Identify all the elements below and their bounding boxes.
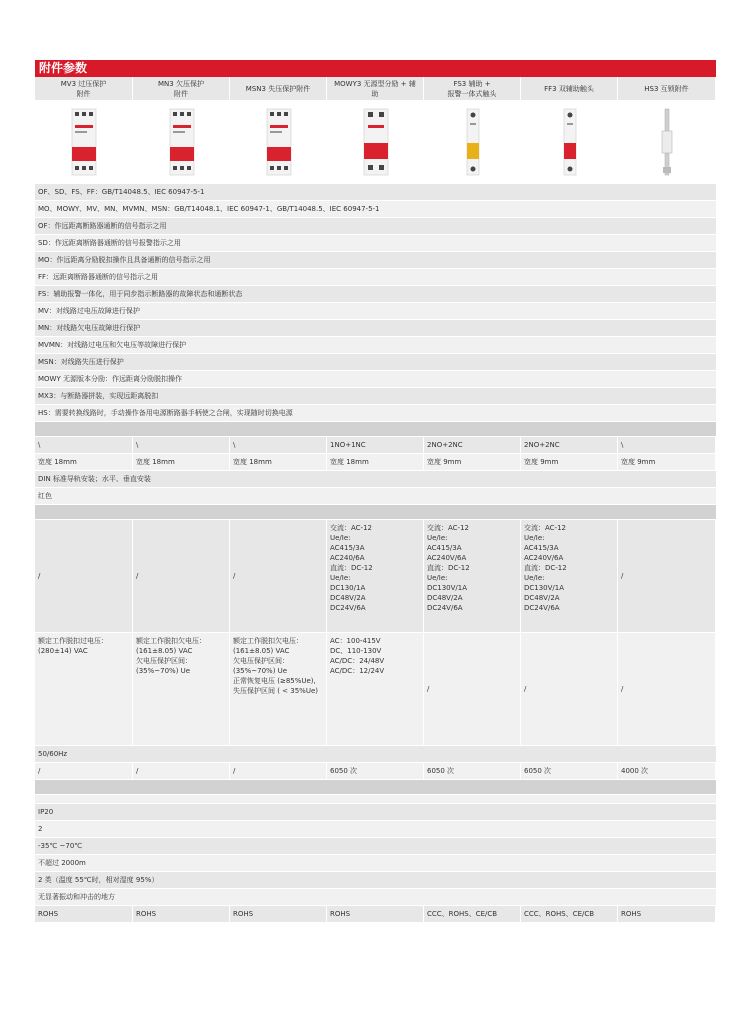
section-separator (35, 505, 716, 520)
cert-row (35, 906, 716, 923)
description-row: MVMN：对线路过电压和欠电压等故障进行保护 (35, 337, 716, 354)
description-row: FS：辅助报警一体化，用于同步指示断路器的故障状态和通断状态 (35, 286, 716, 303)
spacer-row (35, 795, 716, 804)
table-cell: CCC、ROHS、CE/CB (521, 906, 618, 923)
description-row: OF：作远距离断路器通断的信号指示之用 (35, 218, 716, 235)
accessory-params-table (35, 60, 716, 923)
header-row (35, 77, 716, 100)
description-row: MOWY 无源版本分励：作远距离分励脱扣操作 (35, 371, 716, 388)
product-image-hs3 (618, 100, 716, 184)
table-cell: 宽度 9mm (618, 454, 716, 471)
table-cell: 额定工作脱扣过电压： (280±14) VAC (35, 633, 133, 746)
product-image-mn3 (133, 100, 230, 184)
env-row: -35℃ ~70℃ (35, 838, 716, 855)
width-row (35, 454, 716, 471)
table-cell: / (230, 763, 327, 780)
table-cell: 宽度 9mm (424, 454, 521, 471)
col-header-mn3: MN3 欠压保护 附件 (133, 77, 230, 100)
table-cell: / (230, 520, 327, 633)
table-cell: \ (35, 437, 133, 454)
product-image-msn3 (230, 100, 327, 184)
table-cell: 宽度 18mm (230, 454, 327, 471)
standard-row: OF、SD、FS、FF：GB/T14048.5、IEC 60947-5-1 (35, 184, 716, 201)
table-cell: 4000 次 (618, 763, 716, 780)
product-image-mowy3 (327, 100, 424, 184)
description-row: MSN：对线路失压进行保护 (35, 354, 716, 371)
table-cell: \ (230, 437, 327, 454)
table-cell: / (35, 763, 133, 780)
voltage-row (35, 633, 716, 746)
life-row (35, 763, 716, 780)
table-cell: 宽度 18mm (327, 454, 424, 471)
table-cell: 2NO+2NC (424, 437, 521, 454)
table-cell: ROHS (230, 906, 327, 923)
description-row: MV：对线路过电压故障进行保护 (35, 303, 716, 320)
table-cell: 交流：AC-12 Ue/Ie: AC415/3A AC240V/6A 直流：DC-12 Ue/Ie: DC130V/1A DC48V/2A DC24V/6A (521, 520, 618, 633)
color-row: 红色 (35, 488, 716, 505)
standard-row: MO、MOWY、MV、MN、MVMN、MSN：GB/T14048.1、IEC 60947-1、GB/T14048.5、IEC 60947-5-1 (35, 201, 716, 218)
table-cell: 宽度 18mm (35, 454, 133, 471)
description-row: SD：作远距离断路器通断的信号报警指示之用 (35, 235, 716, 252)
table-cell: / (133, 520, 230, 633)
frequency-row: 50/60Hz (35, 746, 716, 763)
col-header-ff3: FF3 双辅助触头 (521, 77, 618, 100)
section-separator (35, 422, 716, 437)
table-cell: 2NO+2NC (521, 437, 618, 454)
table-cell: ROHS (618, 906, 716, 923)
contacts-row (35, 437, 716, 454)
description-row: MX3：与断路器拼装，实现远距离脱扣 (35, 388, 716, 405)
table-cell: 宽度 18mm (133, 454, 230, 471)
table-cell: / (618, 520, 716, 633)
col-header-fs3: FS3 辅助 + 报警一体式触头 (424, 77, 521, 100)
table-cell: CCC、ROHS、CE/CB (424, 906, 521, 923)
table-cell: ROHS (133, 906, 230, 923)
description-row: MN：对线路欠电压故障进行保护 (35, 320, 716, 337)
product-image-ff3 (521, 100, 618, 184)
table-cell: 6050 次 (327, 763, 424, 780)
table-cell: 交流：AC-12 Ue/Ie: AC415/3A AC240V/6A 直流：DC-12 Ue/Ie: DC130V/1A DC48V/2A DC24V/6A (424, 520, 521, 633)
table-cell: 宽度 9mm (521, 454, 618, 471)
table-cell: 交流：AC-12 Ue/Ie: AC415/3A AC240/6A 直流：DC-12 Ue/Ie: DC130/1A DC48V/2A DC24V/6A (327, 520, 424, 633)
table-cell: 额定工作脱扣欠电压： (161±8.05) VAC 欠电压保护区间： (35%~70%) Ue (133, 633, 230, 746)
table-cell: ROHS (35, 906, 133, 923)
col-header-hs3: HS3 互锁附件 (618, 77, 716, 100)
env-row: 2 (35, 821, 716, 838)
table-cell: 6050 次 (424, 763, 521, 780)
section-separator (35, 780, 716, 795)
table-cell: AC：100-415V DC、110-130V AC/DC：24/48V AC/DC：12/24V (327, 633, 424, 746)
description-row: FF：远距离断路器通断的信号指示之用 (35, 269, 716, 286)
table-cell: \ (133, 437, 230, 454)
env-row: 不超过 2000m (35, 855, 716, 872)
table-cell: 1NO+1NC (327, 437, 424, 454)
table-cell: ROHS (327, 906, 424, 923)
ratings-row (35, 520, 716, 633)
table-cell: / (35, 520, 133, 633)
section-title: 附件参数 (35, 60, 716, 77)
env-row: 2 类（温度 55℃时，相对湿度 95%） (35, 872, 716, 889)
table-cell: / (521, 633, 618, 746)
env-row: 无显著振动和冲击的地方 (35, 889, 716, 906)
table-cell: \ (618, 437, 716, 454)
product-image-row (35, 100, 716, 184)
table-cell: / (618, 633, 716, 746)
table-cell: 额定工作脱扣欠电压： (161±8.05) VAC 欠电压保护区间： (35%~70%) Ue 正常恢复电压 (≥85%Ue), 失压保护区间 ( < 35%Ue) (230, 633, 327, 746)
description-row: MO：作远距离分励脱扣操作且具备通断的信号指示之用 (35, 252, 716, 269)
product-image-fs3 (424, 100, 521, 184)
product-image-mv3 (35, 100, 133, 184)
description-row: HS：需要转换线路时，手动操作备用电源断路器手柄使之合闸，实现随时切换电源 (35, 405, 716, 422)
table-cell: 6050 次 (521, 763, 618, 780)
env-row: IP20 (35, 804, 716, 821)
table-cell: / (133, 763, 230, 780)
col-header-mv3: MV3 过压保护 附件 (35, 77, 133, 100)
mounting-row: DIN 标准导轨安装；水平、垂直安装 (35, 471, 716, 488)
table-cell: / (424, 633, 521, 746)
col-header-mowy3: MOWY3 无源型分励 + 辅 助 (327, 77, 424, 100)
col-header-msn3: MSN3 失压保护附件 (230, 77, 327, 100)
